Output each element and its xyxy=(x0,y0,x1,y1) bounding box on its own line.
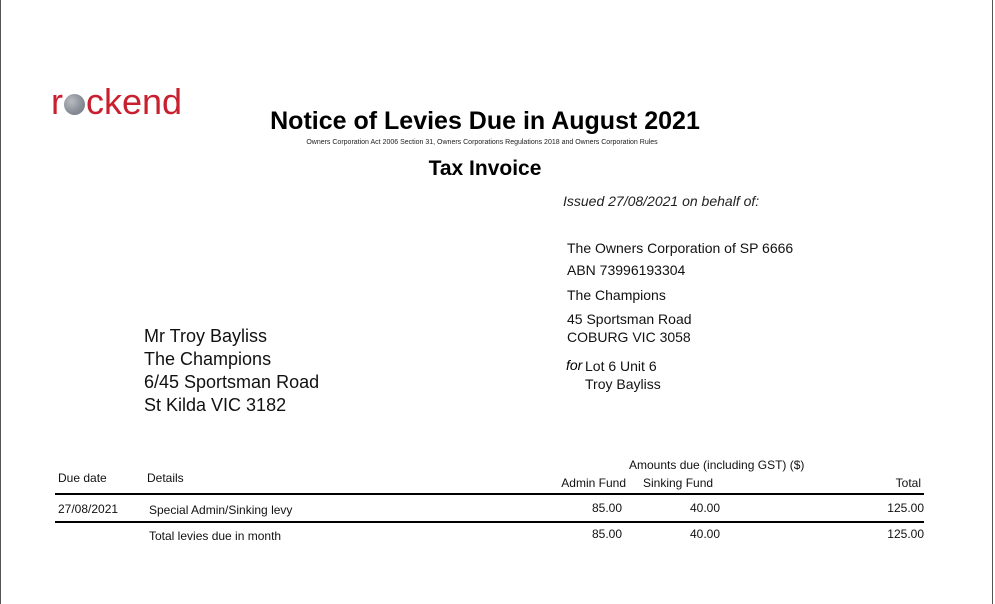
oc-street: 45 Sportsman Road xyxy=(567,311,692,327)
notice-title: Notice of Levies Due in August 2021 xyxy=(270,107,700,135)
totals-sinking: 40.00 xyxy=(689,527,720,541)
row-total: 125.00 xyxy=(887,501,924,515)
oc-suburb: COBURG VIC 3058 xyxy=(567,329,691,345)
oc-name: The Owners Corporation of SP 6666 xyxy=(567,240,794,256)
col-sinking-fund: Sinking Fund xyxy=(643,476,714,490)
oc-building: The Champions xyxy=(567,287,666,303)
amounts-header: Amounts due (including GST) ($) xyxy=(629,458,805,472)
col-total: Total xyxy=(895,476,921,490)
totals-total: 125.00 xyxy=(887,527,924,541)
legislation-subtitle: Owners Corporation Act 2006 Section 31, Owners Corporations Regulations 2018 and Owners Corporation Rules xyxy=(306,139,658,146)
header-rule xyxy=(55,493,924,495)
issued-line: Issued 27/08/2021 on behalf of: xyxy=(563,193,760,209)
row-due-date: 27/08/2021 xyxy=(58,502,119,516)
totals-label: Total levies due in month xyxy=(149,529,282,543)
row-sinking: 40.00 xyxy=(689,501,720,515)
lot-owner: Troy Bayliss xyxy=(585,376,661,392)
rockend-logo: r ckend xyxy=(51,81,183,122)
recipient-name: Mr Troy Bayliss xyxy=(144,326,268,346)
row-admin: 85.00 xyxy=(591,501,622,515)
recipient-suburb: St Kilda VIC 3182 xyxy=(144,395,287,415)
lot-unit: Lot 6 Unit 6 xyxy=(585,358,657,374)
col-admin-fund: Admin Fund xyxy=(561,476,626,490)
totals-admin: 85.00 xyxy=(591,527,622,541)
recipient-building: The Champions xyxy=(144,349,272,369)
oc-abn: ABN 73996193304 xyxy=(567,262,686,278)
for-label: for xyxy=(566,357,583,373)
recipient-street: 6/45 Sportsman Road xyxy=(144,372,320,392)
col-due-date: Due date xyxy=(58,471,107,485)
row-details: Special Admin/Sinking levy xyxy=(149,503,293,517)
total-rule xyxy=(55,521,924,523)
document-type: Tax Invoice xyxy=(428,157,542,180)
col-details: Details xyxy=(147,471,184,485)
